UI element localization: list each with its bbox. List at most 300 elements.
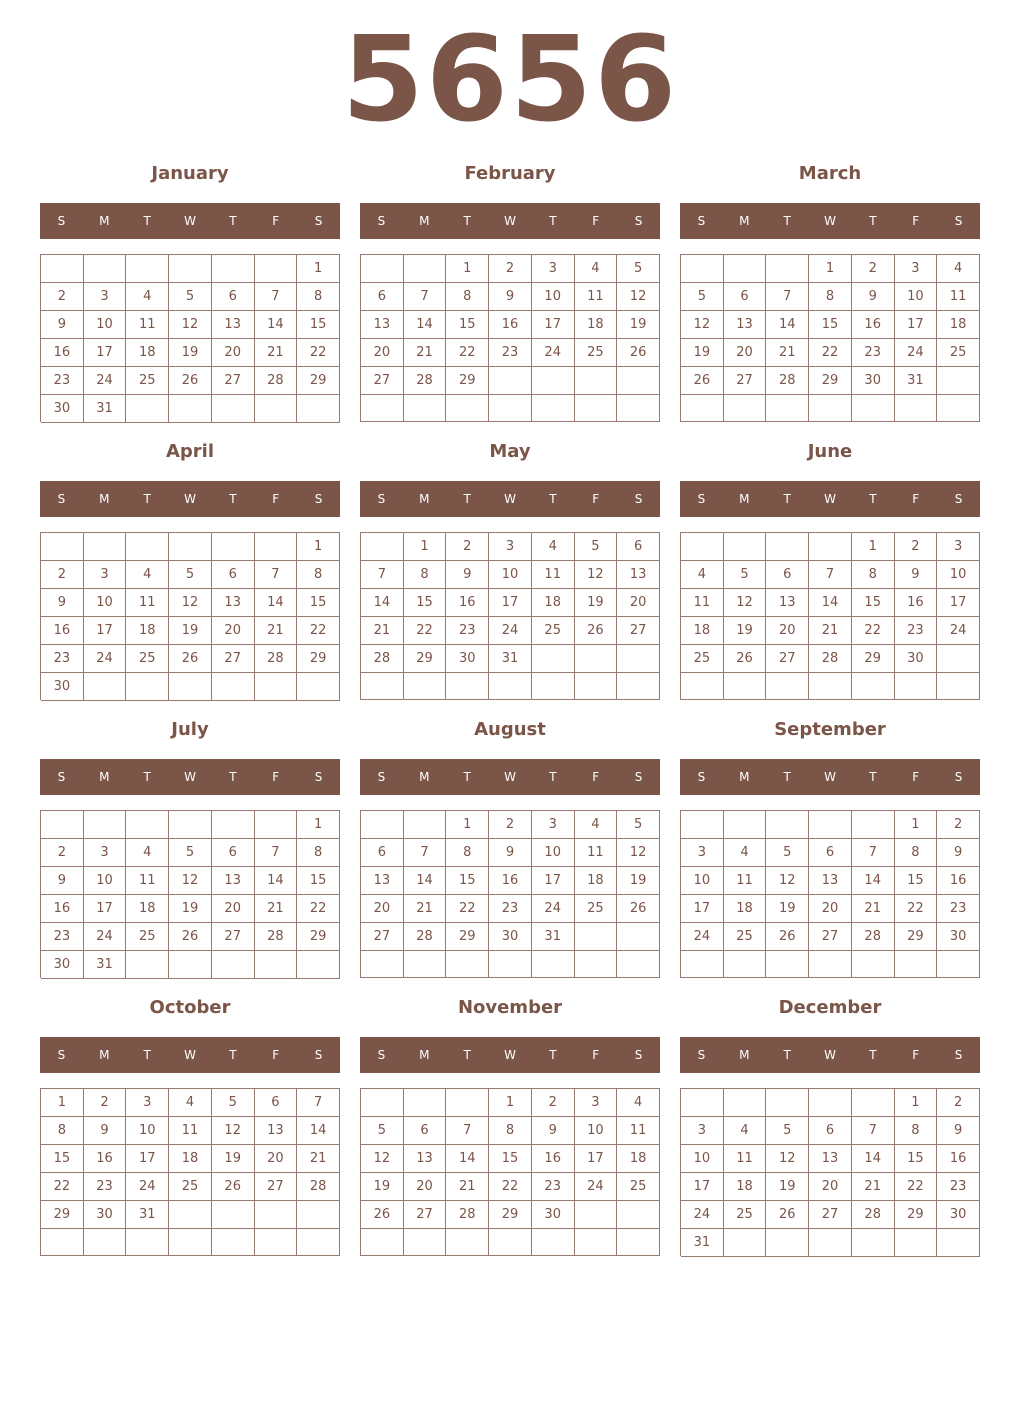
- day-cell: 23: [41, 923, 84, 951]
- day-cell: 7: [852, 839, 895, 867]
- day-cell: 20: [212, 339, 255, 367]
- empty-day-cell: [41, 255, 84, 283]
- empty-day-cell: [212, 811, 255, 839]
- empty-day-cell: [41, 811, 84, 839]
- month-august: [360, 718, 660, 982]
- day-cell: 30: [41, 395, 84, 423]
- day-cell: 7: [361, 561, 404, 589]
- day-grid: [680, 254, 980, 422]
- day-cell: 24: [895, 339, 938, 367]
- day-grid: [360, 1088, 660, 1256]
- day-cell: 30: [41, 951, 84, 979]
- day-cell: 13: [809, 1145, 852, 1173]
- weekday-label: S: [634, 492, 643, 506]
- day-cell: 5: [169, 283, 212, 311]
- day-cell: 6: [809, 1117, 852, 1145]
- weekday-label: S: [57, 214, 66, 228]
- empty-day-cell: [575, 1229, 618, 1256]
- day-cell: 17: [895, 311, 938, 339]
- day-cell: 31: [84, 395, 127, 423]
- day-cell: 20: [809, 1173, 852, 1201]
- day-cell: 31: [84, 951, 127, 979]
- day-cell: 7: [404, 839, 447, 867]
- day-cell: 28: [361, 645, 404, 673]
- day-cell: 16: [41, 617, 84, 645]
- day-cell: 3: [532, 255, 575, 283]
- day-cell: 11: [724, 867, 767, 895]
- day-cell: 18: [532, 589, 575, 617]
- day-cell: 26: [169, 367, 212, 395]
- weekday-header: [40, 1037, 340, 1073]
- weekday-label: W: [504, 492, 516, 506]
- day-cell: 18: [724, 895, 767, 923]
- empty-day-cell: [404, 951, 447, 978]
- day-cell: 19: [681, 339, 724, 367]
- day-cell: 14: [766, 311, 809, 339]
- day-cell: 12: [169, 589, 212, 617]
- day-cell: 29: [297, 645, 340, 673]
- empty-day-cell: [255, 533, 298, 561]
- day-cell: 10: [937, 561, 980, 589]
- weekday-label: F: [592, 214, 600, 228]
- empty-day-cell: [126, 395, 169, 423]
- day-cell: 9: [489, 283, 532, 311]
- empty-day-cell: [404, 811, 447, 839]
- empty-day-cell: [575, 645, 618, 673]
- weekday-label: W: [824, 770, 836, 784]
- day-grid: [360, 254, 660, 422]
- day-cell: 1: [297, 533, 340, 561]
- empty-day-cell: [852, 1229, 895, 1257]
- day-cell: 9: [41, 867, 84, 895]
- day-cell: 26: [766, 1201, 809, 1229]
- empty-day-cell: [84, 1229, 127, 1256]
- weekday-label: S: [954, 492, 963, 506]
- day-cell: 8: [809, 283, 852, 311]
- day-cell: 11: [681, 589, 724, 617]
- day-cell: 11: [617, 1117, 660, 1145]
- day-cell: 1: [852, 533, 895, 561]
- day-cell: 4: [724, 839, 767, 867]
- day-cell: 20: [809, 895, 852, 923]
- day-cell: 24: [84, 645, 127, 673]
- day-cell: 23: [41, 645, 84, 673]
- empty-day-cell: [895, 951, 938, 978]
- empty-day-cell: [126, 1229, 169, 1256]
- day-cell: 4: [681, 561, 724, 589]
- day-cell: 18: [126, 617, 169, 645]
- day-cell: 2: [41, 283, 84, 311]
- day-cell: 2: [489, 811, 532, 839]
- empty-day-cell: [766, 1229, 809, 1257]
- weekday-label: F: [272, 214, 280, 228]
- day-cell: 4: [126, 561, 169, 589]
- day-cell: 26: [169, 645, 212, 673]
- empty-day-cell: [169, 811, 212, 839]
- empty-day-cell: [895, 673, 938, 700]
- empty-day-cell: [169, 673, 212, 701]
- empty-day-cell: [404, 255, 447, 283]
- day-cell: 9: [852, 283, 895, 311]
- day-cell: 19: [766, 895, 809, 923]
- weekday-header: [360, 481, 660, 517]
- weekday-header: [680, 203, 980, 239]
- weekday-label: T: [549, 214, 557, 228]
- day-cell: 19: [617, 867, 660, 895]
- day-cell: 3: [84, 839, 127, 867]
- month-name: November: [457, 997, 563, 1018]
- empty-day-cell: [255, 1229, 298, 1256]
- day-grid: [680, 1088, 980, 1256]
- empty-day-cell: [489, 395, 532, 422]
- day-cell: 11: [724, 1145, 767, 1173]
- day-cell: 21: [361, 617, 404, 645]
- empty-day-cell: [681, 533, 724, 561]
- empty-day-cell: [766, 951, 809, 978]
- weekday-label: T: [229, 214, 237, 228]
- weekday-label: S: [377, 770, 386, 784]
- day-cell: 18: [724, 1173, 767, 1201]
- empty-day-cell: [297, 395, 340, 423]
- empty-day-cell: [361, 395, 404, 422]
- day-cell: 14: [404, 311, 447, 339]
- empty-day-cell: [489, 951, 532, 978]
- day-cell: 16: [489, 867, 532, 895]
- day-cell: 4: [937, 255, 980, 283]
- month-may: [360, 440, 660, 704]
- empty-day-cell: [852, 1089, 895, 1117]
- empty-day-cell: [852, 673, 895, 700]
- weekday-label: M: [99, 492, 110, 506]
- empty-day-cell: [297, 1229, 340, 1256]
- day-cell: 30: [41, 673, 84, 701]
- day-cell: 27: [404, 1201, 447, 1229]
- day-cell: 3: [126, 1089, 169, 1117]
- day-cell: 15: [852, 589, 895, 617]
- day-cell: 14: [852, 1145, 895, 1173]
- day-cell: 25: [532, 617, 575, 645]
- day-cell: 13: [212, 589, 255, 617]
- day-cell: 2: [489, 255, 532, 283]
- empty-day-cell: [724, 1229, 767, 1257]
- day-cell: 24: [937, 617, 980, 645]
- empty-day-cell: [297, 1201, 340, 1229]
- weekday-label: S: [697, 1048, 706, 1062]
- weekday-header: [360, 203, 660, 239]
- day-cell: 29: [489, 1201, 532, 1229]
- day-cell: 24: [575, 1173, 618, 1201]
- day-cell: 31: [126, 1201, 169, 1229]
- weekday-label: S: [314, 214, 323, 228]
- month-march: [680, 162, 980, 426]
- day-cell: 1: [809, 255, 852, 283]
- day-cell: 13: [212, 867, 255, 895]
- day-cell: 12: [766, 1145, 809, 1173]
- day-cell: 18: [575, 867, 618, 895]
- day-cell: 6: [212, 561, 255, 589]
- day-cell: 2: [84, 1089, 127, 1117]
- day-cell: 19: [766, 1173, 809, 1201]
- weekday-header: [360, 759, 660, 795]
- empty-day-cell: [532, 1229, 575, 1256]
- day-cell: 28: [852, 923, 895, 951]
- empty-day-cell: [724, 811, 767, 839]
- day-cell: 24: [532, 339, 575, 367]
- day-cell: 20: [404, 1173, 447, 1201]
- weekday-header: [40, 481, 340, 517]
- day-cell: 26: [617, 895, 660, 923]
- day-cell: 31: [532, 923, 575, 951]
- day-cell: 6: [361, 283, 404, 311]
- empty-day-cell: [809, 951, 852, 978]
- day-cell: 15: [297, 589, 340, 617]
- empty-day-cell: [681, 395, 724, 422]
- weekday-label: T: [869, 492, 877, 506]
- empty-day-cell: [681, 951, 724, 978]
- day-cell: 9: [937, 1117, 980, 1145]
- day-cell: 25: [126, 645, 169, 673]
- day-cell: 18: [126, 895, 169, 923]
- day-cell: 24: [681, 923, 724, 951]
- day-cell: 4: [126, 839, 169, 867]
- weekday-label: M: [739, 492, 750, 506]
- day-cell: 21: [852, 895, 895, 923]
- weekday-header: [40, 759, 340, 795]
- day-cell: 31: [489, 645, 532, 673]
- empty-day-cell: [617, 1229, 660, 1256]
- month-january: [40, 162, 340, 426]
- day-cell: 1: [297, 811, 340, 839]
- weekday-label: W: [184, 1048, 196, 1062]
- day-grid: [40, 1088, 340, 1256]
- day-cell: 8: [895, 1117, 938, 1145]
- weekday-label: W: [504, 770, 516, 784]
- day-cell: 4: [169, 1089, 212, 1117]
- day-cell: 5: [766, 1117, 809, 1145]
- weekday-label: M: [419, 770, 430, 784]
- empty-day-cell: [937, 367, 980, 395]
- day-cell: 16: [937, 867, 980, 895]
- weekday-label: M: [99, 770, 110, 784]
- empty-day-cell: [724, 951, 767, 978]
- weekday-label: S: [697, 214, 706, 228]
- empty-day-cell: [575, 395, 618, 422]
- day-cell: 11: [126, 311, 169, 339]
- empty-day-cell: [126, 673, 169, 701]
- day-cell: 17: [681, 895, 724, 923]
- day-cell: 15: [895, 1145, 938, 1173]
- day-cell: 25: [575, 339, 618, 367]
- empty-day-cell: [809, 395, 852, 422]
- empty-day-cell: [255, 255, 298, 283]
- day-cell: 5: [617, 255, 660, 283]
- day-cell: 3: [84, 283, 127, 311]
- day-cell: 20: [361, 895, 404, 923]
- day-cell: 30: [895, 645, 938, 673]
- weekday-label: F: [592, 1048, 600, 1062]
- empty-day-cell: [404, 673, 447, 700]
- day-cell: 6: [361, 839, 404, 867]
- day-cell: 23: [937, 895, 980, 923]
- weekday-label: F: [912, 492, 920, 506]
- day-cell: 28: [809, 645, 852, 673]
- weekday-label: T: [143, 492, 151, 506]
- day-cell: 4: [575, 255, 618, 283]
- day-cell: 7: [809, 561, 852, 589]
- day-cell: 16: [41, 895, 84, 923]
- empty-day-cell: [84, 673, 127, 701]
- day-cell: 25: [617, 1173, 660, 1201]
- day-cell: 17: [575, 1145, 618, 1173]
- empty-day-cell: [766, 255, 809, 283]
- day-cell: 20: [617, 589, 660, 617]
- day-cell: 27: [212, 923, 255, 951]
- day-cell: 27: [809, 923, 852, 951]
- day-cell: 21: [255, 617, 298, 645]
- day-cell: 25: [681, 645, 724, 673]
- weekday-label: F: [592, 770, 600, 784]
- day-cell: 9: [446, 561, 489, 589]
- empty-day-cell: [937, 645, 980, 673]
- day-cell: 4: [532, 533, 575, 561]
- month-name: February: [464, 163, 556, 184]
- empty-day-cell: [852, 395, 895, 422]
- day-cell: 7: [255, 561, 298, 589]
- day-cell: 16: [489, 311, 532, 339]
- weekday-label: S: [314, 770, 323, 784]
- day-cell: 2: [852, 255, 895, 283]
- day-cell: 23: [532, 1173, 575, 1201]
- empty-day-cell: [446, 673, 489, 700]
- day-cell: 29: [446, 367, 489, 395]
- day-cell: 20: [212, 617, 255, 645]
- weekday-label: F: [272, 770, 280, 784]
- weekday-label: T: [143, 214, 151, 228]
- day-cell: 14: [446, 1145, 489, 1173]
- day-cell: 16: [895, 589, 938, 617]
- empty-day-cell: [724, 395, 767, 422]
- day-cell: 27: [809, 1201, 852, 1229]
- day-cell: 20: [766, 617, 809, 645]
- empty-day-cell: [212, 673, 255, 701]
- day-cell: 26: [212, 1173, 255, 1201]
- day-cell: 29: [895, 1201, 938, 1229]
- day-cell: 13: [724, 311, 767, 339]
- month-name: August: [474, 719, 546, 740]
- day-cell: 21: [446, 1173, 489, 1201]
- weekday-label: F: [272, 1048, 280, 1062]
- weekday-label: M: [99, 214, 110, 228]
- empty-day-cell: [617, 923, 660, 951]
- day-cell: 28: [255, 923, 298, 951]
- empty-day-cell: [575, 951, 618, 978]
- day-grid: [360, 532, 660, 700]
- day-cell: 11: [126, 867, 169, 895]
- weekday-label: F: [272, 492, 280, 506]
- day-cell: 9: [41, 311, 84, 339]
- weekday-label: F: [912, 770, 920, 784]
- month-june: [680, 440, 980, 704]
- month-name: March: [798, 163, 862, 184]
- month-september: [680, 718, 980, 982]
- day-cell: 14: [852, 867, 895, 895]
- weekday-label: M: [99, 1048, 110, 1062]
- day-cell: 3: [681, 1117, 724, 1145]
- day-cell: 12: [766, 867, 809, 895]
- day-cell: 11: [937, 283, 980, 311]
- month-april: [40, 440, 340, 704]
- weekday-label: M: [739, 214, 750, 228]
- month-october: [40, 996, 340, 1260]
- day-cell: 23: [446, 617, 489, 645]
- day-cell: 30: [84, 1201, 127, 1229]
- day-cell: 17: [84, 895, 127, 923]
- day-cell: 1: [404, 533, 447, 561]
- weekday-label: T: [143, 1048, 151, 1062]
- day-cell: 4: [575, 811, 618, 839]
- empty-day-cell: [169, 1229, 212, 1256]
- day-cell: 8: [41, 1117, 84, 1145]
- day-cell: 10: [532, 839, 575, 867]
- day-cell: 18: [169, 1145, 212, 1173]
- day-cell: 29: [297, 923, 340, 951]
- day-cell: 5: [169, 561, 212, 589]
- day-cell: 15: [809, 311, 852, 339]
- day-cell: 13: [766, 589, 809, 617]
- day-cell: 7: [852, 1117, 895, 1145]
- empty-day-cell: [126, 811, 169, 839]
- day-cell: 7: [766, 283, 809, 311]
- empty-day-cell: [255, 951, 298, 979]
- day-cell: 25: [126, 367, 169, 395]
- day-cell: 12: [617, 839, 660, 867]
- day-cell: 23: [84, 1173, 127, 1201]
- day-cell: 22: [852, 617, 895, 645]
- year-title: 5656: [341, 10, 679, 148]
- day-cell: 12: [212, 1117, 255, 1145]
- empty-day-cell: [255, 1201, 298, 1229]
- day-cell: 23: [489, 339, 532, 367]
- day-cell: 2: [446, 533, 489, 561]
- weekday-label: W: [824, 492, 836, 506]
- day-cell: 30: [446, 645, 489, 673]
- empty-day-cell: [169, 1201, 212, 1229]
- day-cell: 15: [404, 589, 447, 617]
- day-cell: 30: [852, 367, 895, 395]
- weekday-label: M: [419, 1048, 430, 1062]
- empty-day-cell: [895, 1229, 938, 1257]
- day-cell: 2: [41, 839, 84, 867]
- day-cell: 3: [681, 839, 724, 867]
- day-cell: 21: [809, 617, 852, 645]
- day-cell: 25: [126, 923, 169, 951]
- day-cell: 14: [255, 867, 298, 895]
- weekday-label: S: [634, 1048, 643, 1062]
- weekday-label: F: [912, 214, 920, 228]
- day-cell: 6: [724, 283, 767, 311]
- day-cell: 28: [446, 1201, 489, 1229]
- empty-day-cell: [532, 645, 575, 673]
- empty-day-cell: [255, 811, 298, 839]
- day-cell: 15: [489, 1145, 532, 1173]
- day-cell: 17: [532, 311, 575, 339]
- day-cell: 1: [41, 1089, 84, 1117]
- day-cell: 5: [361, 1117, 404, 1145]
- day-cell: 28: [297, 1173, 340, 1201]
- weekday-label: S: [954, 1048, 963, 1062]
- empty-day-cell: [532, 673, 575, 700]
- day-cell: 20: [255, 1145, 298, 1173]
